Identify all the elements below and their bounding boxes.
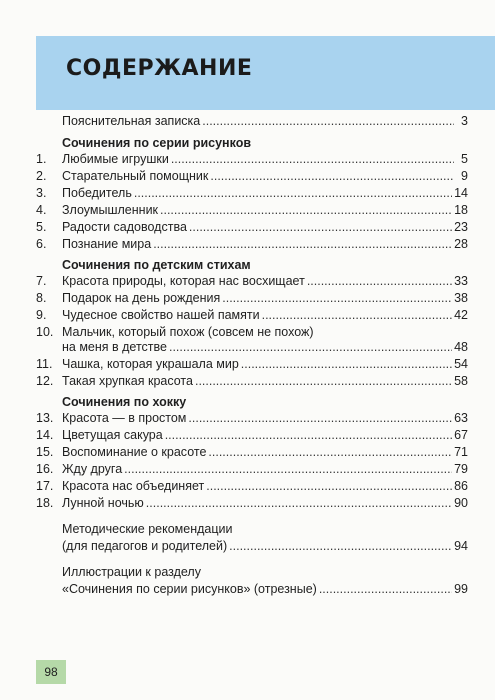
section-heading: Сочинения по детским стихам [62,258,251,272]
toc-entry-page: 71 [454,445,468,459]
toc-entry-number: 18. [36,496,54,510]
section-heading: Сочинения по хокку [62,395,187,409]
toc-entry-title: Любимые игрушки [62,152,169,166]
toc-entry-title: Победитель [62,186,132,200]
leader-dots [134,184,452,202]
toc-entry[interactable] [36,201,468,219]
leader-dots [146,494,452,512]
toc-entry-number: 12. [36,374,54,388]
toc-entry[interactable] [36,477,468,495]
leader-dots [262,306,452,324]
leader-dots [171,150,454,168]
toc-entry-title: Воспоминание о красоте [62,445,207,459]
toc-entry-page: 94 [454,539,468,553]
toc-entry[interactable] [36,272,468,290]
toc-entry-illustrations-second-line[interactable] [62,580,468,598]
toc-entry-number: 7. [36,274,47,288]
toc-entry-title-continued: «Сочинения по серии рисунков» (отрезные) [62,582,317,596]
toc-entry-illustrations-first-line[interactable] [62,563,468,581]
toc-entry[interactable] [36,409,468,427]
toc-entry[interactable] [36,355,468,373]
toc-entry[interactable] [36,289,468,307]
toc-entry-intro[interactable] [62,112,468,130]
toc-entry-number: 3. [36,186,47,200]
leader-dots [222,289,452,307]
toc-entry-second-line[interactable] [62,338,468,356]
page-title: СОДЕРЖАНИЕ [66,56,253,81]
toc-entry-title: Мальчик, который похож (совсем не похож) [62,325,314,339]
toc-entry-page: 38 [454,291,468,305]
toc-entry-page: 54 [454,357,468,371]
toc-entry-page: 18 [454,203,468,217]
leader-dots [189,218,452,236]
toc-entry-title: Цветущая сакура [62,428,163,442]
leader-dots [160,201,452,219]
toc-entry[interactable] [36,235,468,253]
toc-entry[interactable] [36,460,468,478]
toc-entry-title: Жду друга [62,462,123,476]
toc-entry[interactable] [36,372,468,390]
toc-entry-page: 86 [454,479,468,493]
leader-dots [165,426,452,444]
toc-entry-title: Такая хрупкая красота [62,374,193,388]
toc-entry-title-continued: (для педагогов и родителей) [62,539,228,553]
toc-entry-title: Методические рекомендации [62,522,233,536]
toc-entry-title: Красота природы, которая нас восхищает [62,274,305,288]
leader-dots [206,477,452,495]
toc-entry-methodical-second-line[interactable] [62,537,468,555]
toc-entry-page: 9 [461,169,468,183]
toc-entry[interactable] [36,167,468,185]
toc-entry[interactable] [36,494,468,512]
leader-dots [169,338,452,356]
leader-dots [241,355,452,373]
toc-entry-number: 5. [36,220,47,234]
toc-entry-page: 5 [461,152,468,166]
leader-dots [319,580,452,598]
toc-entry-number: 11. [36,357,53,371]
toc-entry-title: Иллюстрации к разделу [62,565,201,579]
leader-dots [307,272,452,290]
toc-entry[interactable] [36,184,468,202]
toc-entry-number: 2. [36,169,47,183]
toc-entry-page: 99 [454,582,468,596]
toc-entry-title: Подарок на день рождения [62,291,221,305]
toc-entry-page: 79 [454,462,468,476]
toc-entry-title: Познание мира [62,237,152,251]
leader-dots [210,167,454,185]
toc-entry-page: 28 [454,237,468,251]
toc-entry-page: 90 [454,496,468,510]
toc-entry-methodical-first-line[interactable] [62,520,468,538]
toc-entry-number: 1. [36,152,47,166]
toc-entry-number: 13. [36,411,54,425]
toc-entry[interactable] [36,426,468,444]
toc-entry-number: 8. [36,291,47,305]
toc-entry-number: 4. [36,203,47,217]
leader-dots [188,409,452,427]
toc-entry-page: 3 [461,114,468,128]
toc-entry-title-continued: на меня в детстве [62,340,167,354]
leader-dots [124,460,452,478]
toc-entry-title: Чашка, которая украшала мир [62,357,239,371]
toc-entry-title: Радости садоводства [62,220,187,234]
toc-entry-page: 42 [454,308,468,322]
toc-entry-page: 63 [454,411,468,425]
toc-entry[interactable] [36,150,468,168]
toc-entry-number: 10. [36,325,54,339]
toc-entry[interactable] [36,306,468,324]
section-heading: Сочинения по серии рисунков [62,136,252,150]
toc-entry[interactable] [36,218,468,236]
toc-entry-number: 15. [36,445,54,459]
toc-entry-number: 16. [36,462,54,476]
toc-entry-number: 6. [36,237,47,251]
toc-entry-number: 9. [36,308,47,322]
toc-entry-page: 23 [454,220,468,234]
toc-entry[interactable] [36,443,468,461]
leader-dots [229,537,452,555]
toc-entry-title: Красота нас объединяет [62,479,205,493]
toc-entry-title: Лунной ночью [62,496,144,510]
toc-entry-title: Пояснительная записка [62,114,201,128]
toc-entry-title: Чудесное свойство нашей памяти [62,308,260,322]
toc-entry-title: Злоумышленник [62,203,159,217]
toc-entry-title: Старательный помощник [62,169,209,183]
leader-dots [202,112,454,130]
toc-entry-page: 58 [454,374,468,388]
leader-dots [195,372,452,390]
leader-dots [208,443,452,461]
toc-entry-page: 67 [454,428,468,442]
page-number: 98 [44,665,58,679]
toc-entry-page: 14 [454,186,468,200]
toc-entry-number: 14. [36,428,54,442]
toc-entry-page: 33 [454,274,468,288]
toc-entry-number: 17. [36,479,54,493]
leader-dots [153,235,452,253]
toc-entry-page: 48 [454,340,468,354]
toc-entry-title: Красота — в простом [62,411,187,425]
